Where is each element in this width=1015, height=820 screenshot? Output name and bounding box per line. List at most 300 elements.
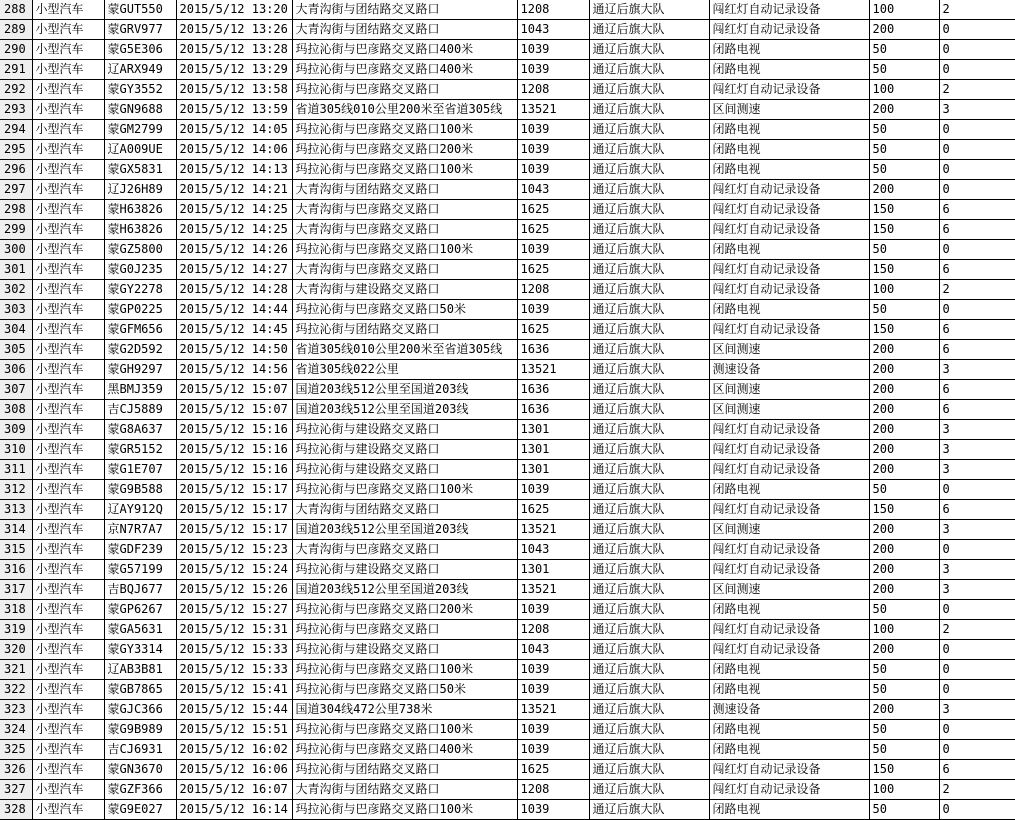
fine-amount-cell[interactable]: 50 [869, 600, 939, 620]
vehicle-type-cell[interactable]: 小型汽车 [32, 580, 104, 600]
device-type-cell[interactable]: 区间测速 [709, 380, 869, 400]
plate-number-cell[interactable]: 蒙GJC366 [104, 700, 176, 720]
points-cell[interactable]: 0 [939, 640, 1015, 660]
fine-amount-cell[interactable]: 200 [869, 540, 939, 560]
team-cell[interactable]: 通辽后旗大队 [589, 340, 709, 360]
fine-amount-cell[interactable]: 50 [869, 140, 939, 160]
fine-amount-cell[interactable]: 100 [869, 780, 939, 800]
device-type-cell[interactable]: 闯红灯自动记录设备 [709, 420, 869, 440]
device-type-cell[interactable]: 区间测速 [709, 340, 869, 360]
device-type-cell[interactable]: 测速设备 [709, 360, 869, 380]
team-cell[interactable]: 通辽后旗大队 [589, 620, 709, 640]
row-number-cell[interactable]: 327 [0, 780, 32, 800]
points-cell[interactable]: 6 [939, 200, 1015, 220]
device-type-cell[interactable]: 区间测速 [709, 400, 869, 420]
violation-time-cell[interactable]: 2015/5/12 13:59 [176, 100, 292, 120]
fine-amount-cell[interactable]: 200 [869, 520, 939, 540]
violation-time-cell[interactable]: 2015/5/12 15:17 [176, 500, 292, 520]
points-cell[interactable]: 6 [939, 760, 1015, 780]
device-type-cell[interactable]: 闯红灯自动记录设备 [709, 440, 869, 460]
violation-code-cell[interactable]: 1039 [517, 160, 589, 180]
location-cell[interactable]: 玛拉沁街与巴彦路交叉路口100米 [292, 240, 517, 260]
vehicle-type-cell[interactable]: 小型汽车 [32, 620, 104, 640]
location-cell[interactable]: 国道203线512公里至国道203线 [292, 520, 517, 540]
row-number-cell[interactable]: 297 [0, 180, 32, 200]
violation-code-cell[interactable]: 1625 [517, 320, 589, 340]
plate-number-cell[interactable]: 黑BMJ359 [104, 380, 176, 400]
row-number-cell[interactable]: 309 [0, 420, 32, 440]
violation-time-cell[interactable]: 2015/5/12 14:28 [176, 280, 292, 300]
points-cell[interactable]: 6 [939, 260, 1015, 280]
row-number-cell[interactable]: 307 [0, 380, 32, 400]
fine-amount-cell[interactable]: 50 [869, 120, 939, 140]
location-cell[interactable]: 国道203线512公里至国道203线 [292, 400, 517, 420]
location-cell[interactable]: 大青沟街与巴彦路交叉路口 [292, 260, 517, 280]
row-number-cell[interactable]: 302 [0, 280, 32, 300]
points-cell[interactable]: 6 [939, 340, 1015, 360]
team-cell[interactable]: 通辽后旗大队 [589, 540, 709, 560]
points-cell[interactable]: 3 [939, 440, 1015, 460]
plate-number-cell[interactable]: 蒙G9E027 [104, 800, 176, 820]
location-cell[interactable]: 省道305线010公里200米至省道305线 [292, 340, 517, 360]
plate-number-cell[interactable]: 蒙GZ5800 [104, 240, 176, 260]
points-cell[interactable]: 6 [939, 380, 1015, 400]
location-cell[interactable]: 玛拉沁街与巴彦路交叉路口100米 [292, 120, 517, 140]
plate-number-cell[interactable]: 蒙GY2278 [104, 280, 176, 300]
device-type-cell[interactable]: 闯红灯自动记录设备 [709, 620, 869, 640]
fine-amount-cell[interactable]: 200 [869, 180, 939, 200]
location-cell[interactable]: 玛拉沁街与巴彦路交叉路口 [292, 620, 517, 640]
fine-amount-cell[interactable]: 200 [869, 460, 939, 480]
vehicle-type-cell[interactable]: 小型汽车 [32, 660, 104, 680]
vehicle-type-cell[interactable]: 小型汽车 [32, 740, 104, 760]
plate-number-cell[interactable]: 蒙GP0225 [104, 300, 176, 320]
row-number-cell[interactable]: 314 [0, 520, 32, 540]
team-cell[interactable]: 通辽后旗大队 [589, 380, 709, 400]
plate-number-cell[interactable]: 蒙GR5152 [104, 440, 176, 460]
vehicle-type-cell[interactable]: 小型汽车 [32, 280, 104, 300]
violation-time-cell[interactable]: 2015/5/12 15:31 [176, 620, 292, 640]
row-number-cell[interactable]: 298 [0, 200, 32, 220]
violation-code-cell[interactable]: 1039 [517, 60, 589, 80]
fine-amount-cell[interactable]: 100 [869, 80, 939, 100]
location-cell[interactable]: 大青沟街与巴彦路交叉路口 [292, 200, 517, 220]
row-number-cell[interactable]: 296 [0, 160, 32, 180]
points-cell[interactable]: 0 [939, 160, 1015, 180]
device-type-cell[interactable]: 闭路电视 [709, 140, 869, 160]
device-type-cell[interactable]: 闯红灯自动记录设备 [709, 500, 869, 520]
violation-time-cell[interactable]: 2015/5/12 16:06 [176, 760, 292, 780]
fine-amount-cell[interactable]: 200 [869, 420, 939, 440]
device-type-cell[interactable]: 闯红灯自动记录设备 [709, 280, 869, 300]
team-cell[interactable]: 通辽后旗大队 [589, 40, 709, 60]
location-cell[interactable]: 玛拉沁街与巴彦路交叉路口200米 [292, 140, 517, 160]
violation-code-cell[interactable]: 1039 [517, 240, 589, 260]
device-type-cell[interactable]: 区间测速 [709, 520, 869, 540]
points-cell[interactable]: 0 [939, 20, 1015, 40]
plate-number-cell[interactable]: 蒙GY3552 [104, 80, 176, 100]
points-cell[interactable]: 3 [939, 580, 1015, 600]
device-type-cell[interactable]: 闯红灯自动记录设备 [709, 200, 869, 220]
fine-amount-cell[interactable]: 50 [869, 720, 939, 740]
vehicle-type-cell[interactable]: 小型汽车 [32, 480, 104, 500]
violation-time-cell[interactable]: 2015/5/12 14:56 [176, 360, 292, 380]
device-type-cell[interactable]: 闯红灯自动记录设备 [709, 20, 869, 40]
violation-code-cell[interactable]: 1043 [517, 180, 589, 200]
vehicle-type-cell[interactable]: 小型汽车 [32, 600, 104, 620]
device-type-cell[interactable]: 区间测速 [709, 100, 869, 120]
row-number-cell[interactable]: 291 [0, 60, 32, 80]
team-cell[interactable]: 通辽后旗大队 [589, 640, 709, 660]
team-cell[interactable]: 通辽后旗大队 [589, 220, 709, 240]
vehicle-type-cell[interactable]: 小型汽车 [32, 460, 104, 480]
plate-number-cell[interactable]: 辽A009UE [104, 140, 176, 160]
device-type-cell[interactable]: 闯红灯自动记录设备 [709, 0, 869, 20]
device-type-cell[interactable]: 闯红灯自动记录设备 [709, 320, 869, 340]
fine-amount-cell[interactable]: 100 [869, 620, 939, 640]
violation-code-cell[interactable]: 1301 [517, 420, 589, 440]
row-number-cell[interactable]: 310 [0, 440, 32, 460]
device-type-cell[interactable]: 闯红灯自动记录设备 [709, 560, 869, 580]
team-cell[interactable]: 通辽后旗大队 [589, 420, 709, 440]
device-type-cell[interactable]: 闯红灯自动记录设备 [709, 220, 869, 240]
team-cell[interactable]: 通辽后旗大队 [589, 180, 709, 200]
violation-time-cell[interactable]: 2015/5/12 14:06 [176, 140, 292, 160]
team-cell[interactable]: 通辽后旗大队 [589, 560, 709, 580]
points-cell[interactable]: 0 [939, 680, 1015, 700]
plate-number-cell[interactable]: 蒙G1E707 [104, 460, 176, 480]
row-number-cell[interactable]: 290 [0, 40, 32, 60]
row-number-cell[interactable]: 324 [0, 720, 32, 740]
row-number-cell[interactable]: 299 [0, 220, 32, 240]
violation-code-cell[interactable]: 1039 [517, 140, 589, 160]
violation-time-cell[interactable]: 2015/5/12 15:16 [176, 420, 292, 440]
location-cell[interactable]: 玛拉沁街与巴彦路交叉路口100米 [292, 480, 517, 500]
team-cell[interactable]: 通辽后旗大队 [589, 660, 709, 680]
plate-number-cell[interactable]: 蒙GN9688 [104, 100, 176, 120]
device-type-cell[interactable]: 区间测速 [709, 580, 869, 600]
fine-amount-cell[interactable]: 200 [869, 640, 939, 660]
vehicle-type-cell[interactable]: 小型汽车 [32, 520, 104, 540]
fine-amount-cell[interactable]: 200 [869, 360, 939, 380]
location-cell[interactable]: 玛拉沁街与团结路交叉路口 [292, 760, 517, 780]
violation-code-cell[interactable]: 1636 [517, 380, 589, 400]
fine-amount-cell[interactable]: 100 [869, 280, 939, 300]
location-cell[interactable]: 省道305线010公里200米至省道305线 [292, 100, 517, 120]
vehicle-type-cell[interactable]: 小型汽车 [32, 200, 104, 220]
points-cell[interactable]: 3 [939, 420, 1015, 440]
vehicle-type-cell[interactable]: 小型汽车 [32, 400, 104, 420]
row-number-cell[interactable]: 289 [0, 20, 32, 40]
plate-number-cell[interactable]: 蒙GN3670 [104, 760, 176, 780]
row-number-cell[interactable]: 305 [0, 340, 32, 360]
violation-code-cell[interactable]: 13521 [517, 360, 589, 380]
plate-number-cell[interactable]: 蒙GH9297 [104, 360, 176, 380]
plate-number-cell[interactable]: 蒙GP6267 [104, 600, 176, 620]
location-cell[interactable]: 玛拉沁街与巴彦路交叉路口 [292, 80, 517, 100]
team-cell[interactable]: 通辽后旗大队 [589, 60, 709, 80]
fine-amount-cell[interactable]: 150 [869, 500, 939, 520]
location-cell[interactable]: 大青沟街与团结路交叉路口 [292, 0, 517, 20]
points-cell[interactable]: 0 [939, 720, 1015, 740]
row-number-cell[interactable]: 325 [0, 740, 32, 760]
points-cell[interactable]: 0 [939, 120, 1015, 140]
violation-time-cell[interactable]: 2015/5/12 16:07 [176, 780, 292, 800]
plate-number-cell[interactable]: 蒙GFM656 [104, 320, 176, 340]
fine-amount-cell[interactable]: 50 [869, 660, 939, 680]
violation-code-cell[interactable]: 1039 [517, 680, 589, 700]
row-number-cell[interactable]: 322 [0, 680, 32, 700]
row-number-cell[interactable]: 295 [0, 140, 32, 160]
location-cell[interactable]: 玛拉沁街与巴彦路交叉路口50米 [292, 680, 517, 700]
device-type-cell[interactable]: 闭路电视 [709, 480, 869, 500]
vehicle-type-cell[interactable]: 小型汽车 [32, 300, 104, 320]
device-type-cell[interactable]: 闯红灯自动记录设备 [709, 540, 869, 560]
fine-amount-cell[interactable]: 200 [869, 340, 939, 360]
violation-time-cell[interactable]: 2015/5/12 15:16 [176, 440, 292, 460]
violation-time-cell[interactable]: 2015/5/12 14:50 [176, 340, 292, 360]
location-cell[interactable]: 玛拉沁街与建设路交叉路口 [292, 560, 517, 580]
row-number-cell[interactable]: 293 [0, 100, 32, 120]
points-cell[interactable]: 3 [939, 700, 1015, 720]
violation-time-cell[interactable]: 2015/5/12 16:02 [176, 740, 292, 760]
violation-time-cell[interactable]: 2015/5/12 15:33 [176, 660, 292, 680]
violation-time-cell[interactable]: 2015/5/12 15:27 [176, 600, 292, 620]
device-type-cell[interactable]: 闭路电视 [709, 680, 869, 700]
location-cell[interactable]: 玛拉沁街与巴彦路交叉路口100米 [292, 160, 517, 180]
row-number-cell[interactable]: 311 [0, 460, 32, 480]
team-cell[interactable]: 通辽后旗大队 [589, 520, 709, 540]
violation-code-cell[interactable]: 1039 [517, 600, 589, 620]
points-cell[interactable]: 0 [939, 600, 1015, 620]
fine-amount-cell[interactable]: 200 [869, 20, 939, 40]
violation-time-cell[interactable]: 2015/5/12 14:25 [176, 200, 292, 220]
device-type-cell[interactable]: 闭路电视 [709, 240, 869, 260]
violation-code-cell[interactable]: 13521 [517, 700, 589, 720]
plate-number-cell[interactable]: 辽ARX949 [104, 60, 176, 80]
violation-code-cell[interactable]: 1625 [517, 260, 589, 280]
plate-number-cell[interactable]: 辽J26H89 [104, 180, 176, 200]
fine-amount-cell[interactable]: 200 [869, 400, 939, 420]
fine-amount-cell[interactable]: 50 [869, 740, 939, 760]
row-number-cell[interactable]: 318 [0, 600, 32, 620]
fine-amount-cell[interactable]: 50 [869, 60, 939, 80]
location-cell[interactable]: 国道203线512公里至国道203线 [292, 380, 517, 400]
points-cell[interactable]: 3 [939, 360, 1015, 380]
points-cell[interactable]: 2 [939, 80, 1015, 100]
row-number-cell[interactable]: 320 [0, 640, 32, 660]
points-cell[interactable]: 0 [939, 800, 1015, 820]
team-cell[interactable]: 通辽后旗大队 [589, 140, 709, 160]
location-cell[interactable]: 国道304线472公里738米 [292, 700, 517, 720]
fine-amount-cell[interactable]: 200 [869, 440, 939, 460]
team-cell[interactable]: 通辽后旗大队 [589, 720, 709, 740]
plate-number-cell[interactable]: 蒙GB7865 [104, 680, 176, 700]
points-cell[interactable]: 0 [939, 540, 1015, 560]
location-cell[interactable]: 玛拉沁街与建设路交叉路口 [292, 640, 517, 660]
points-cell[interactable]: 0 [939, 660, 1015, 680]
row-number-cell[interactable]: 315 [0, 540, 32, 560]
team-cell[interactable]: 通辽后旗大队 [589, 480, 709, 500]
points-cell[interactable]: 6 [939, 500, 1015, 520]
fine-amount-cell[interactable]: 100 [869, 0, 939, 20]
location-cell[interactable]: 玛拉沁街与团结路交叉路口 [292, 320, 517, 340]
plate-number-cell[interactable]: 蒙G9B989 [104, 720, 176, 740]
violation-code-cell[interactable]: 1208 [517, 620, 589, 640]
vehicle-type-cell[interactable]: 小型汽车 [32, 540, 104, 560]
violation-time-cell[interactable]: 2015/5/12 14:44 [176, 300, 292, 320]
violation-code-cell[interactable]: 1208 [517, 80, 589, 100]
plate-number-cell[interactable]: 吉CJ6931 [104, 740, 176, 760]
device-type-cell[interactable]: 闯红灯自动记录设备 [709, 760, 869, 780]
violation-time-cell[interactable]: 2015/5/12 13:20 [176, 0, 292, 20]
vehicle-type-cell[interactable]: 小型汽车 [32, 40, 104, 60]
violation-code-cell[interactable]: 1636 [517, 340, 589, 360]
location-cell[interactable]: 玛拉沁街与建设路交叉路口 [292, 440, 517, 460]
location-cell[interactable]: 大青沟街与团结路交叉路口 [292, 500, 517, 520]
device-type-cell[interactable]: 闭路电视 [709, 60, 869, 80]
team-cell[interactable]: 通辽后旗大队 [589, 680, 709, 700]
plate-number-cell[interactable]: 蒙GZF366 [104, 780, 176, 800]
points-cell[interactable]: 0 [939, 300, 1015, 320]
location-cell[interactable]: 大青沟街与团结路交叉路口 [292, 180, 517, 200]
points-cell[interactable]: 0 [939, 480, 1015, 500]
vehicle-type-cell[interactable]: 小型汽车 [32, 440, 104, 460]
device-type-cell[interactable]: 闭路电视 [709, 800, 869, 820]
violation-code-cell[interactable]: 1043 [517, 540, 589, 560]
device-type-cell[interactable]: 闯红灯自动记录设备 [709, 180, 869, 200]
location-cell[interactable]: 玛拉沁街与巴彦路交叉路口200米 [292, 600, 517, 620]
fine-amount-cell[interactable]: 50 [869, 40, 939, 60]
device-type-cell[interactable]: 闭路电视 [709, 160, 869, 180]
row-number-cell[interactable]: 288 [0, 0, 32, 20]
vehicle-type-cell[interactable]: 小型汽车 [32, 220, 104, 240]
points-cell[interactable]: 6 [939, 220, 1015, 240]
points-cell[interactable]: 0 [939, 740, 1015, 760]
fine-amount-cell[interactable]: 50 [869, 680, 939, 700]
fine-amount-cell[interactable]: 200 [869, 380, 939, 400]
violation-time-cell[interactable]: 2015/5/12 14:05 [176, 120, 292, 140]
violation-time-cell[interactable]: 2015/5/12 15:23 [176, 540, 292, 560]
team-cell[interactable]: 通辽后旗大队 [589, 600, 709, 620]
team-cell[interactable]: 通辽后旗大队 [589, 80, 709, 100]
violation-time-cell[interactable]: 2015/5/12 14:13 [176, 160, 292, 180]
row-number-cell[interactable]: 323 [0, 700, 32, 720]
vehicle-type-cell[interactable]: 小型汽车 [32, 0, 104, 20]
plate-number-cell[interactable]: 蒙G5E306 [104, 40, 176, 60]
violation-code-cell[interactable]: 1039 [517, 40, 589, 60]
row-number-cell[interactable]: 301 [0, 260, 32, 280]
vehicle-type-cell[interactable]: 小型汽车 [32, 260, 104, 280]
vehicle-type-cell[interactable]: 小型汽车 [32, 560, 104, 580]
violation-time-cell[interactable]: 2015/5/12 13:29 [176, 60, 292, 80]
violation-time-cell[interactable]: 2015/5/12 15:44 [176, 700, 292, 720]
violation-code-cell[interactable]: 1039 [517, 720, 589, 740]
points-cell[interactable]: 2 [939, 0, 1015, 20]
violation-time-cell[interactable]: 2015/5/12 15:07 [176, 400, 292, 420]
row-number-cell[interactable]: 292 [0, 80, 32, 100]
fine-amount-cell[interactable]: 150 [869, 200, 939, 220]
violation-time-cell[interactable]: 2015/5/12 15:33 [176, 640, 292, 660]
fine-amount-cell[interactable]: 150 [869, 320, 939, 340]
fine-amount-cell[interactable]: 50 [869, 240, 939, 260]
violation-code-cell[interactable]: 1208 [517, 280, 589, 300]
violation-code-cell[interactable]: 1039 [517, 120, 589, 140]
vehicle-type-cell[interactable]: 小型汽车 [32, 120, 104, 140]
device-type-cell[interactable]: 闯红灯自动记录设备 [709, 260, 869, 280]
fine-amount-cell[interactable]: 50 [869, 160, 939, 180]
violation-code-cell[interactable]: 1625 [517, 760, 589, 780]
device-type-cell[interactable]: 闭路电视 [709, 660, 869, 680]
vehicle-type-cell[interactable]: 小型汽车 [32, 500, 104, 520]
violation-code-cell[interactable]: 1039 [517, 660, 589, 680]
location-cell[interactable]: 玛拉沁街与建设路交叉路口 [292, 420, 517, 440]
vehicle-type-cell[interactable]: 小型汽车 [32, 140, 104, 160]
points-cell[interactable]: 3 [939, 520, 1015, 540]
team-cell[interactable]: 通辽后旗大队 [589, 280, 709, 300]
violation-time-cell[interactable]: 2015/5/12 15:17 [176, 520, 292, 540]
violation-time-cell[interactable]: 2015/5/12 15:26 [176, 580, 292, 600]
fine-amount-cell[interactable]: 200 [869, 100, 939, 120]
location-cell[interactable]: 国道203线512公里至国道203线 [292, 580, 517, 600]
location-cell[interactable]: 玛拉沁街与巴彦路交叉路口100米 [292, 800, 517, 820]
vehicle-type-cell[interactable]: 小型汽车 [32, 240, 104, 260]
team-cell[interactable]: 通辽后旗大队 [589, 500, 709, 520]
fine-amount-cell[interactable]: 50 [869, 800, 939, 820]
fine-amount-cell[interactable]: 150 [869, 220, 939, 240]
location-cell[interactable]: 大青沟街与团结路交叉路口 [292, 20, 517, 40]
fine-amount-cell[interactable]: 200 [869, 560, 939, 580]
plate-number-cell[interactable]: 蒙G0J235 [104, 260, 176, 280]
violation-time-cell[interactable]: 2015/5/12 14:25 [176, 220, 292, 240]
vehicle-type-cell[interactable]: 小型汽车 [32, 80, 104, 100]
plate-number-cell[interactable]: 蒙GRV977 [104, 20, 176, 40]
plate-number-cell[interactable]: 辽AY912Q [104, 500, 176, 520]
device-type-cell[interactable]: 测速设备 [709, 700, 869, 720]
vehicle-type-cell[interactable]: 小型汽车 [32, 700, 104, 720]
location-cell[interactable]: 玛拉沁街与巴彦路交叉路口50米 [292, 300, 517, 320]
violation-code-cell[interactable]: 13521 [517, 580, 589, 600]
violation-code-cell[interactable]: 1301 [517, 460, 589, 480]
device-type-cell[interactable]: 闭路电视 [709, 300, 869, 320]
violation-code-cell[interactable]: 1039 [517, 480, 589, 500]
plate-number-cell[interactable]: 蒙H63826 [104, 220, 176, 240]
vehicle-type-cell[interactable]: 小型汽车 [32, 20, 104, 40]
vehicle-type-cell[interactable]: 小型汽车 [32, 180, 104, 200]
device-type-cell[interactable]: 闭路电视 [709, 740, 869, 760]
vehicle-type-cell[interactable]: 小型汽车 [32, 160, 104, 180]
plate-number-cell[interactable]: 蒙GUT550 [104, 0, 176, 20]
plate-number-cell[interactable]: 蒙GDF239 [104, 540, 176, 560]
violation-code-cell[interactable]: 1301 [517, 560, 589, 580]
plate-number-cell[interactable]: 蒙G57199 [104, 560, 176, 580]
vehicle-type-cell[interactable]: 小型汽车 [32, 100, 104, 120]
plate-number-cell[interactable]: 吉CJ5889 [104, 400, 176, 420]
violation-code-cell[interactable]: 1625 [517, 500, 589, 520]
vehicle-type-cell[interactable]: 小型汽车 [32, 340, 104, 360]
row-number-cell[interactable]: 303 [0, 300, 32, 320]
team-cell[interactable]: 通辽后旗大队 [589, 20, 709, 40]
vehicle-type-cell[interactable]: 小型汽车 [32, 800, 104, 820]
vehicle-type-cell[interactable]: 小型汽车 [32, 640, 104, 660]
device-type-cell[interactable]: 闭路电视 [709, 40, 869, 60]
violation-code-cell[interactable]: 13521 [517, 520, 589, 540]
team-cell[interactable]: 通辽后旗大队 [589, 760, 709, 780]
location-cell[interactable]: 玛拉沁街与巴彦路交叉路口100米 [292, 660, 517, 680]
vehicle-type-cell[interactable]: 小型汽车 [32, 720, 104, 740]
plate-number-cell[interactable]: 蒙G2D592 [104, 340, 176, 360]
violation-code-cell[interactable]: 1636 [517, 400, 589, 420]
